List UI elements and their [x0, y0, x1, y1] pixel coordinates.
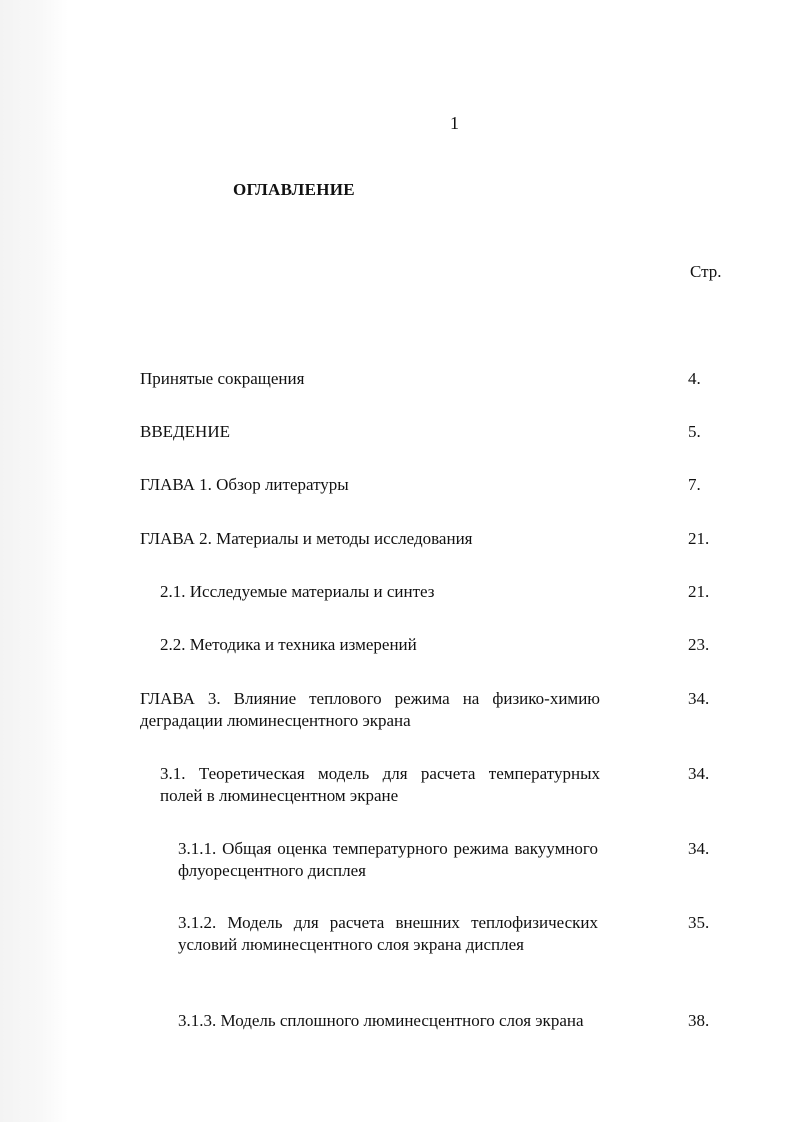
toc-entry-title: 2.2. Методика и техника измерений — [160, 635, 417, 654]
toc-entry-page: 35. — [688, 913, 710, 932]
toc-entry-page: 5. — [688, 422, 701, 441]
toc-entry-title: 3.1.2. Модель для расчета внешних теплофизических условий люминесцентного слоя экрана дисплея — [178, 913, 598, 954]
toc-entry-title: 3.1.3. Модель сплошного люминесцентного слоя экрана — [178, 1011, 584, 1030]
toc-entry-page: 38. — [688, 1011, 710, 1030]
page-number: 1 — [450, 113, 459, 133]
toc-entry-page: 21. — [688, 529, 710, 548]
toc-entry-title: Принятые сокращения — [140, 369, 305, 388]
scan-edge-shadow — [0, 0, 68, 1122]
toc-entry-title: ГЛАВА 2. Материалы и методы исследования — [140, 529, 473, 548]
toc-entry-title: 2.1. Исследуемые материалы и синтез — [160, 582, 435, 601]
toc-entry-page: 34. — [688, 764, 710, 783]
toc-entry-page: 34. — [688, 689, 710, 708]
toc-entry-title: 3.1. Теоретическая модель для расчета температурных полей в люминесцентном экране — [160, 764, 600, 805]
toc-entry-page: 23. — [688, 635, 710, 654]
toc-entry-title: ГЛАВА 1. Обзор литературы — [140, 475, 349, 494]
toc-entry-page: 21. — [688, 582, 710, 601]
toc-entry-page: 7. — [688, 475, 701, 494]
toc-entry-title: ГЛАВА 3. Влияние теплового режима на физико-химию деградации люминесцентного экрана — [140, 689, 600, 730]
toc-entry-title: ВВЕДЕНИЕ — [140, 422, 230, 441]
toc-entry-title: 3.1.1. Общая оценка температурного режима вакуумного флуоресцентного дисплея — [178, 839, 598, 880]
page-column-label: Стр. — [690, 262, 722, 281]
toc-entry-page: 34. — [688, 839, 710, 858]
toc-entry-page: 4. — [688, 369, 701, 388]
page-title: ОГЛАВЛЕНИЕ — [233, 180, 355, 199]
